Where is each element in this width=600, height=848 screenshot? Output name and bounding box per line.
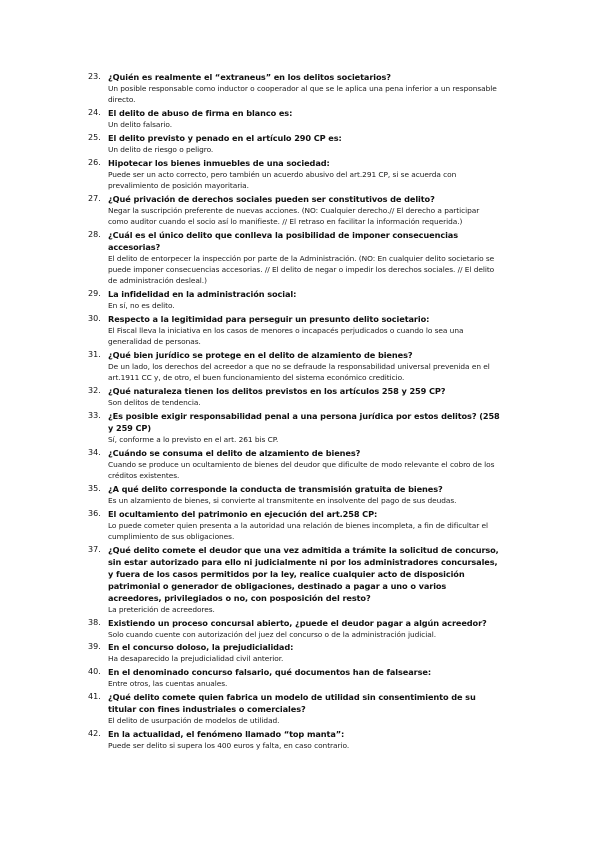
list-item (88, 107, 500, 130)
list-item (88, 666, 500, 689)
question-text: ¿Qué privación de derechos sociales pueden ser constitutivos de delito? (108, 193, 435, 204)
item-body (108, 288, 500, 311)
answer-text: Es un alzamiento de bienes, si convierte al transmitente en insolvente del pago de sus deudas. (108, 495, 457, 505)
question-text: El delito de abuso de firma en blanco es: (108, 108, 293, 119)
question-text: En el denominado concurso falsario, qué documentos han de falsearse: (108, 667, 431, 678)
answer-text: Cuando se produce un ocultamiento de bienes del deudor que dificulte de modo relevante el cobro de los créditos existentes. (108, 459, 495, 481)
question-text: El ocultamiento del patrimonio en ejecución del art.258 CP: (108, 508, 378, 519)
answer-text: El delito de usurpación de modelos de utilidad. (108, 716, 280, 726)
list-item (88, 691, 500, 726)
list-item (88, 410, 500, 445)
question-text: En la actualidad, el fenómeno llamado “top manta”: (108, 728, 345, 739)
question-text: ¿A qué delito corresponde la conducta de transmisión gratuita de bienes? (108, 483, 443, 494)
item-body (108, 410, 500, 445)
answer-text: Solo cuando cuente con autorización del juez del concurso o de la administración judicial. (108, 629, 437, 639)
item-body (108, 508, 500, 543)
question-text: ¿Es posible exigir responsabilidad penal a una persona jurídica por estos delitos? (258 y 259 CP) (108, 411, 500, 434)
question-text: ¿Qué naturaleza tienen los delitos previstos en los artículos 258 y 259 CP? (108, 386, 446, 397)
item-number: 34. (88, 447, 101, 457)
item-number: 35. (88, 483, 101, 493)
item-number: 30. (88, 314, 101, 324)
answer-text: Un delito falsario. (108, 120, 173, 130)
item-number: 41. (88, 692, 101, 702)
list-item (88, 349, 500, 384)
question-text: Existiendo un proceso concursal abierto, ¿puede el deudor pagar a algún acreedor? (108, 617, 487, 628)
item-body (108, 666, 500, 689)
question-text: ¿Cuál es el único delito que conlleva la posibilidad de imponer consecuencias accesorias? (108, 229, 458, 252)
item-body (108, 544, 500, 615)
item-number: 24. (88, 108, 101, 118)
item-body (108, 132, 500, 155)
question-text: ¿Cuándo se consuma el delito de alzamiento de bienes? (108, 447, 361, 458)
answer-text: Ha desaparecido la prejudicialidad civil anterior. (108, 654, 284, 664)
question-list (88, 71, 500, 753)
item-number: 23. (88, 72, 101, 81)
item-number: 27. (88, 193, 101, 203)
question-text: Hipotecar los bienes inmuebles de una sociedad: (108, 157, 330, 168)
answer-text: Negar la suscripción preferente de nuevas acciones. (NO: Cualquier derecho.// El derecho a participar como auditor cuando el socio así lo manifieste. // El retraso en facilitar la información requerida.) (108, 205, 480, 227)
item-body (108, 447, 500, 482)
answer-text: En sí, no es delito. (108, 301, 175, 311)
item-number: 28. (88, 229, 101, 239)
question-text: ¿Quién es realmente el “extraneus” en los delitos societarios? (108, 72, 391, 82)
question-text: ¿Qué bien jurídico se protege en el delito de alzamiento de bienes? (108, 350, 413, 361)
list-item (88, 728, 500, 751)
list-item (88, 544, 500, 615)
answer-text: Puede ser un acto correcto, pero también un acuerdo abusivo del art.291 CP, si se acuerda con prevalimiento de posición mayoritaria. (108, 169, 457, 190)
list-item (88, 288, 500, 311)
answer-text: Lo puede cometer quien presenta a la autoridad una relación de bienes incompleta, a fin de dificultar el cumplimiento de sus obligaciones. (108, 520, 489, 542)
item-body (108, 385, 500, 408)
item-number: 25. (88, 132, 101, 142)
item-number: 40. (88, 667, 101, 677)
item-number: 33. (88, 411, 101, 421)
list-item (88, 617, 500, 640)
item-body (108, 617, 500, 640)
list-item (88, 447, 500, 482)
item-body (108, 641, 500, 664)
answer-text: El Fiscal lleva la iniciativa en los casos de menores o incapacés perjudicados o cuando lo sea una generalidad de personas. (108, 326, 464, 347)
list-item (88, 385, 500, 408)
question-text: ¿Qué delito comete quien fabrica un modelo de utilidad sin consentimiento de su titular con fines industriales o comerciales? (108, 692, 476, 715)
list-item (88, 71, 500, 106)
answer-text: De un lado, los derechos del acreedor a que no se defraude la responsabilidad universal prevenida en el art.1911 CC y, de otro, el buen funcionamiento del sistema económico crediticio. (108, 362, 490, 383)
answer-text: Entre otros, las cuentas anuales. (108, 679, 228, 689)
answer-text: Un posible responsable como inductor o cooperador al que se le aplica una pena inferior a un responsable directo. (108, 84, 497, 105)
item-body (108, 157, 500, 192)
item-number: 36. (88, 508, 101, 518)
item-body (108, 193, 500, 228)
list-item (88, 641, 500, 664)
answer-text: Sí, conforme a lo previsto en el art. 261 bis CP. (108, 435, 279, 445)
item-number: 26. (88, 157, 101, 167)
answer-text: La preterición de acreedores. (108, 604, 215, 614)
item-body (108, 107, 500, 130)
answer-text: El delito de entorpecer la inspección por parte de la Administración. (NO: En cualquier delito societario se puede imponer consecuencias accesorias. // El delito de negar o impedir los derechos sociales. // El delito de administración desleal.) (108, 253, 495, 286)
answer-text: Puede ser delito si supera los 400 euros y falta, en caso contrario. (108, 740, 350, 750)
question-text: La infidelidad en la administración social: (108, 289, 297, 300)
answer-text: Son delitos de tendencia. (108, 398, 201, 408)
question-text: En el concurso doloso, la prejudicialidad: (108, 642, 294, 653)
item-number: 38. (88, 617, 101, 627)
item-body (108, 349, 500, 384)
list-item (88, 229, 500, 287)
list-item (88, 157, 500, 192)
item-number: 37. (88, 544, 101, 554)
question-text: El delito previsto y penado en el artículo 290 CP es: (108, 132, 342, 143)
question-text: Respecto a la legitimidad para perseguir un presunto delito societario: (108, 314, 430, 325)
list-item (88, 508, 500, 543)
item-number: 31. (88, 350, 101, 360)
list-item (88, 132, 500, 155)
item-body (108, 313, 500, 348)
item-body (108, 691, 500, 726)
item-number: 32. (88, 386, 101, 396)
list-item (88, 483, 500, 506)
item-body (108, 728, 500, 751)
item-number: 39. (88, 642, 101, 652)
question-text: ¿Qué delito comete el deudor que una vez admitida a trámite la solicitud de concurso, sin estar autorizado para ello ni judicialmente ni por los administradores concursales, y fuera de los casos permitidos por la ley, realice cualquier acto de disposición patrimonial o generador de obligaciones, destinado a pagar a uno o varios acreedores, privilegiados o no, con posposición del resto? (108, 544, 499, 603)
item-body (108, 229, 500, 287)
answer-text: Un delito de riesgo o peligro. (108, 144, 214, 154)
item-number: 42. (88, 728, 101, 738)
item-body (108, 71, 500, 106)
list-item (88, 313, 500, 348)
item-number: 29. (88, 289, 101, 299)
item-body (108, 483, 500, 506)
list-item (88, 193, 500, 228)
